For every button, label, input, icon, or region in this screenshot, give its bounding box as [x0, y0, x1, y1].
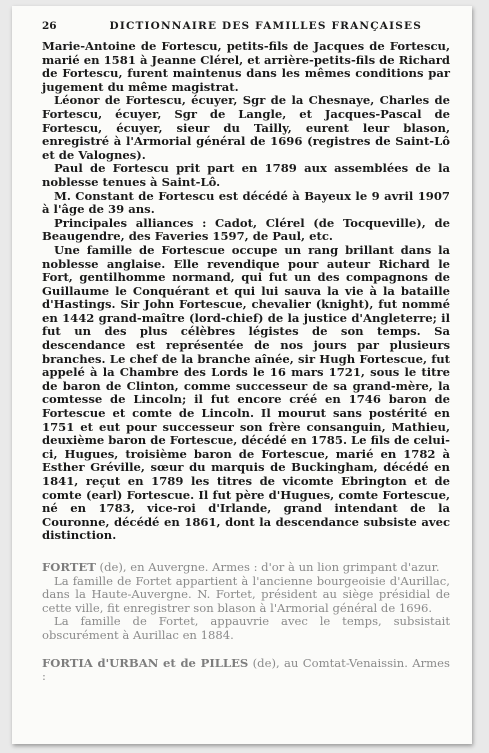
entry-name: FORTET [42, 559, 96, 574]
paragraph: Léonor de Fortescu, écuyer, Sgr de la Chesnaye, Charles de Fortescu, écuyer, Sgr de Langle, et Jacques-Pascal de Fortescu, écuyer, sieur du Tailly, eurent leur blason, enregistré à l'Armorial général de 1696 (registres de Saint-Lô et de Valognes). [42, 93, 450, 162]
entry-heading-rest: (de), au Comtat-Venaissin. Armes : [42, 655, 450, 684]
entry-heading-rest: (de), en Auvergne. Armes : d'or à un lion grimpant d'azur. [95, 559, 440, 574]
fortescue-entry [42, 40, 450, 543]
entry-heading [42, 561, 450, 575]
paragraph: Paul de Fortescu prit part en 1789 aux assemblées de la noblesse tenues à Saint-Lô. [42, 161, 450, 189]
document-page [12, 6, 472, 744]
page-header [42, 20, 450, 32]
paragraph: La famille de Fortet appartient à l'ancienne bourgeoisie d'Aurillac, dans la Haute-Auvergne. N. Fortet, président au siège présidial de cette ville, fit enregistrer son blason à l'Armorial général de 1696. [42, 573, 450, 615]
paragraph: M. Constant de Fortescu est décédé à Bayeux le 9 avril 1907 à l'âge de 39 ans. [42, 188, 450, 217]
paragraph: Marie-Antoine de Fortescu, petits-fils de Jacques de Fortescu, marié en 1581 à Jeanne Clérel, et arrière-petits-fils de Richard de Fortescu, furent maintenus dans les mêmes conditions par jugement du même magistrat. [42, 39, 450, 94]
running-title: DICTIONNAIRE DES FAMILLES FRANÇAISES [109, 20, 422, 32]
entry-heading [42, 657, 450, 684]
paragraph: Une famille de Fortescue occupe un rang brillant dans la noblesse anglaise. Elle revendique pour auteur Richard le Fort, gentilhomme normand, qui fut un des compagnons de Guillaume le Conquérant et qui lui sauva la vie à la bataille d'Hastings. Sir John Fortescue, chevalier (knight), fut nommé en 1442 grand-maître (lord-chief) de la justice d'Angleterre; il fut un des plus célèbres légistes de son temps. Sa descendance est représentée de nos jours par plusieurs branches. Le chef de la branche aînée, sir Hugh Fortescue, fut appelé à la Chambre des Lords le 16 mars 1721, sous le titre de baron de Clinton, comme successeur de sa grand-mère, la comtesse de Lincoln; il fut encore créé en 1746 baron de Fortescue et comte de Lincoln. Il mourut sans postérité en 1751 et eut pour successeur son frère consanguin, Mathieu, deuxième baron de Fortescue, décédé en 1785. Le fils de celui-ci, Hugues, troisième baron de Fortescue, marié en 1782 à Esther Gréville, sœur du marquis de Buckingham, décédé en 1841, reçut en 1789 les titres de vicomte Ebrington et de comte (earl) Fortescue. Il fut père d'Hugues, comte Fortescue, né en 1783, vice-roi d'Irlande, grand intendant de la Couronne, décédé en 1861, dont la descendance subsiste avec distinction. [42, 242, 450, 543]
paragraph: Principales alliances : Cadot, Clérel (de Tocqueville), de Beaugendre, des Faveries 1597, de Paul, etc. [42, 215, 450, 244]
paragraph: La famille de Fortet, appauvrie avec le temps, subsistait obscurément à Aurillac en 1884. [42, 614, 450, 642]
fortia-entry [42, 657, 450, 684]
page-number: 26 [42, 20, 57, 32]
entry-name: FORTIA d'URBAN et de PILLES [42, 655, 249, 670]
fortet-entry [42, 561, 450, 643]
